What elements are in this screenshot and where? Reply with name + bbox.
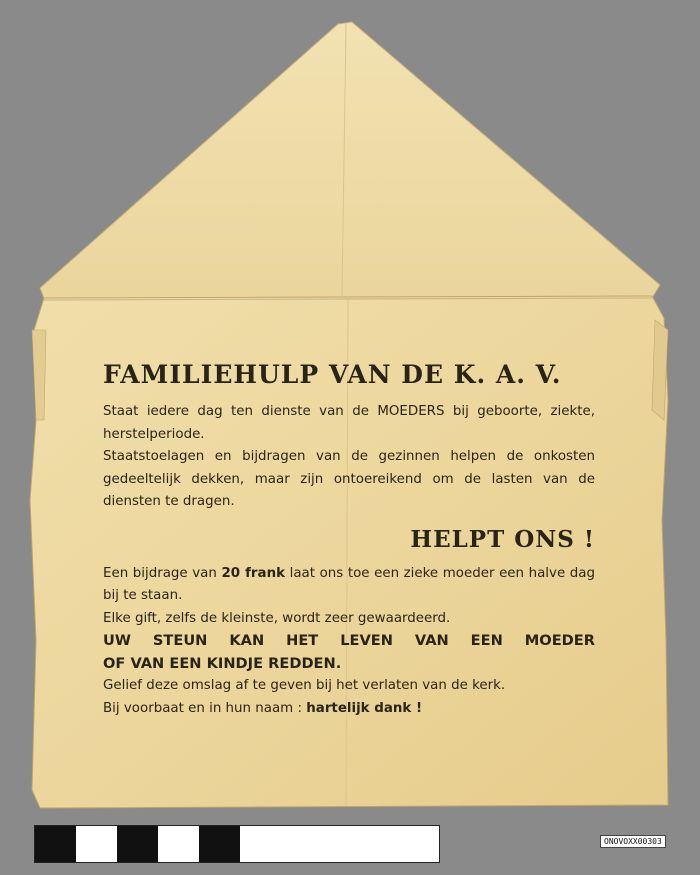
envelope-flap xyxy=(40,22,660,298)
caps-line-2: OF VAN EEN KINDJE REDDEN. xyxy=(103,654,342,672)
color-scale-bar xyxy=(34,825,440,863)
scale-segment-black xyxy=(35,826,76,862)
paragraph-3-start: Een bijdrage van xyxy=(103,565,222,581)
paragraph-6-start: Bij voorbaat en in hun naam : xyxy=(103,700,307,716)
paragraph-2: Staatstoelagen en bijdragen van de gezinnen helpen de onkosten gedeeltelijk dekken, maar zijn ontoereikend om de lasten van de diensten te dragen. xyxy=(103,449,595,509)
paragraph-5: Gelief deze omslag af te geven bij het verlaten van de kerk. xyxy=(103,678,506,693)
scale-segment-white xyxy=(76,826,117,862)
paragraph-4: Elke gift, zelfs de kleinste, wordt zeer gewaardeerd. xyxy=(103,610,451,626)
thanks-bold: hartelijk dank ! xyxy=(306,700,423,716)
scale-segment-white-long xyxy=(240,826,439,862)
scale-segment-black xyxy=(117,826,158,862)
paragraph-1: Staat iedere dag ten dienste van de MOEDERS bij geboorte, ziekte, herstelperiode. xyxy=(103,404,595,442)
caps-line-1: UW STEUN KAN HET LEVEN VAN EEN MOEDER xyxy=(103,632,595,649)
scale-segment-white xyxy=(158,826,199,862)
paragraph-3 xyxy=(103,563,595,608)
scale-segment-black xyxy=(199,826,240,862)
archive-id-label: ONOVOXX00303 xyxy=(600,835,666,848)
document-title: FAMILIEHULP VAN DE K. A. V. xyxy=(103,360,562,389)
helpt-ons-heading: HELPT ONS ! xyxy=(410,525,595,553)
paragraph-3-end: laat ons toe een zieke moeder een halve dag bij te staan. xyxy=(103,565,595,603)
document-text xyxy=(103,360,595,720)
amount-bold: 20 frank xyxy=(221,565,286,581)
paragraph-6 xyxy=(103,698,595,721)
